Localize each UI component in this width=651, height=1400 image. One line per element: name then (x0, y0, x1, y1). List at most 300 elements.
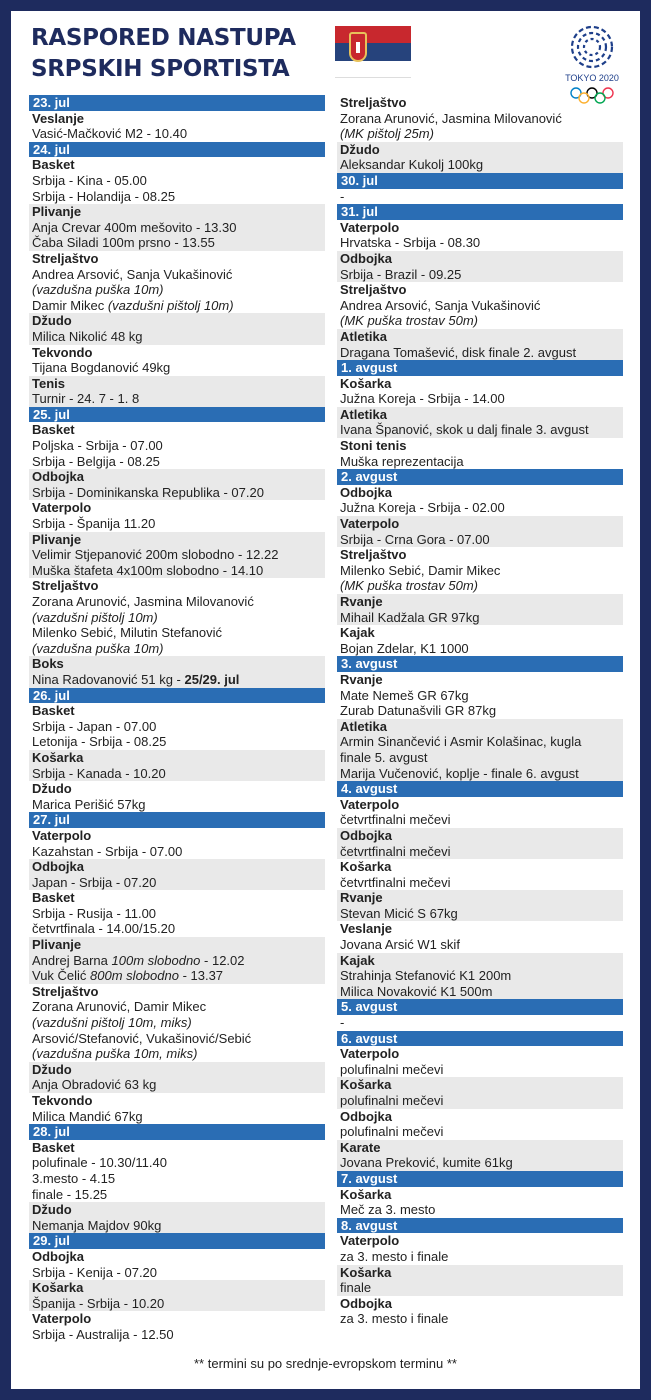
event-text: Srbija - Belgija - 08.25 (32, 453, 160, 469)
event-text: Zurab Datunašvili GR 87kg (340, 703, 497, 719)
event-text: Jovana Arsić W1 skif (340, 937, 460, 953)
event-text: polufinalni mečevi (340, 1124, 444, 1140)
event-line (32, 454, 325, 470)
event-line (32, 360, 325, 376)
event-text: - (340, 188, 345, 204)
event-text: Zorana Arunović, Jasmina Milovanović (340, 110, 562, 126)
event-text: četvrtfinala - 14.00/15.20 (32, 921, 176, 937)
event-line (32, 844, 325, 860)
event-line (340, 235, 623, 251)
event-text: Jovana Preković, kumite 61kg (340, 1155, 513, 1171)
event-text: polufinale - 10.30/11.40 (32, 1155, 167, 1171)
event-group (337, 1233, 623, 1264)
event-text: (vazdušni pištolj 10m) (107, 297, 234, 313)
event-line (340, 267, 623, 283)
event-line (32, 298, 325, 314)
event-line (32, 968, 325, 984)
event-line (340, 937, 623, 953)
sport-name: Streljaštvo (340, 282, 407, 298)
event-group (29, 1093, 325, 1124)
event-text: finale (340, 1280, 372, 1296)
event-text: (MK pištolj 25m) (340, 126, 434, 142)
sport-name: Košarka (340, 375, 392, 391)
event-text: Hrvatska - Srbija - 08.30 (340, 235, 481, 251)
event-group (337, 516, 623, 547)
event-line (340, 500, 623, 516)
sport-name: Košarka (340, 859, 392, 875)
event-group (29, 204, 325, 251)
event-group (337, 251, 623, 282)
event-line (32, 391, 325, 407)
event-text: Andrea Arsović, Sanja Vukašinović (340, 297, 541, 313)
event-text: Aleksandar Kukolj 100kg (340, 157, 484, 173)
event-text: (vazdušna puška 10m, miks) (32, 1046, 198, 1062)
event-text: Milica Nikolić 48 kg (32, 328, 143, 344)
event-group (337, 1296, 623, 1327)
sport-name: Boks (32, 656, 64, 672)
sport-name: Odbojka (32, 1248, 85, 1264)
event-text: Srbija - Brazil - 09.25 (340, 266, 462, 282)
event-group (29, 376, 325, 407)
event-text: Ivana Španović, skok u dalj finale 3. avgust (340, 422, 589, 438)
sport-name: Streljaštvo (32, 250, 99, 266)
event-text: za 3. mesto i finale (340, 1311, 449, 1327)
event-line (32, 1046, 325, 1062)
event-line (340, 703, 623, 719)
event-text: - 12.02 (200, 952, 245, 968)
event-group (337, 1265, 623, 1296)
event-group (29, 750, 325, 781)
event-text: 3.mesto - 4.15 (32, 1170, 116, 1186)
event-line (340, 454, 623, 470)
event-line (32, 1296, 325, 1312)
sport-name: Džudo (32, 313, 72, 329)
event-line (32, 625, 325, 641)
date-header: 2. avgust (337, 469, 623, 485)
event-group (337, 189, 623, 205)
event-line (32, 875, 325, 891)
event-text: Andrea Arsović, Sanja Vukašinović (32, 266, 233, 282)
event-text: (vazdušna puška 10m) (32, 282, 164, 298)
event-text: Nemanja Majdov 90kg (32, 1217, 162, 1233)
sport-name: Džudo (340, 141, 380, 157)
sport-name: Tekvondo (32, 344, 93, 360)
schedule-column-left (29, 95, 325, 1343)
sport-name: Košarka (32, 749, 84, 765)
event-text: (vazdušni pištolj 10m, miks) (32, 1015, 192, 1031)
event-text: Milenko Sebić, Milutin Stefanović (32, 625, 223, 641)
event-group (29, 469, 325, 500)
sport-name: Tekvondo (32, 1093, 93, 1108)
event-line (32, 1265, 325, 1281)
event-line (32, 719, 325, 735)
event-text: četvrtfinalni mečevi (340, 874, 451, 890)
event-text: Andrej Barna (32, 952, 112, 968)
event-group (29, 890, 325, 937)
sport-name: Kajak (340, 952, 375, 968)
event-text: polufinalni mečevi (340, 1093, 444, 1108)
event-text: Marica Perišić 57kg (32, 796, 146, 812)
event-line (340, 734, 623, 750)
date-header: 24. jul (29, 142, 325, 158)
date-header: 30. jul (337, 173, 623, 189)
event-text: Turnir - 24. 7 - 1. 8 (32, 391, 140, 407)
event-text: Srbija - Australija - 12.50 (32, 1326, 174, 1342)
event-line (340, 126, 623, 142)
event-text: Srbija - Kina - 05.00 (32, 172, 147, 188)
sport-name: Vaterpolo (32, 1311, 92, 1327)
event-line (340, 1249, 623, 1265)
event-text: Tijana Bogdanović 49kg (32, 360, 171, 376)
event-line (340, 641, 623, 657)
event-group (337, 1140, 623, 1171)
event-text: Armin Sinančević i Asmir Kolašinac, kugla (340, 734, 582, 750)
event-text: Srbija - Španija 11.20 (32, 516, 156, 532)
event-line (340, 688, 623, 704)
sport-name: Košarka (32, 1280, 84, 1296)
event-line (32, 734, 325, 750)
date-header: 29. jul (29, 1233, 325, 1249)
sport-name: Stoni tenis (340, 438, 407, 454)
sport-name: Plivanje (32, 204, 82, 220)
event-group (29, 500, 325, 531)
event-line (32, 485, 325, 501)
event-group (29, 1249, 325, 1280)
event-group (337, 953, 623, 1000)
event-text: Južna Koreja - Srbija - 14.00 (340, 391, 505, 407)
event-group (29, 781, 325, 812)
event-text: Velimir Stjepanović 200m slobodno - 12.22 (32, 547, 279, 563)
event-text: Vuk Čelić (32, 968, 91, 984)
sport-name: Džudo (32, 1061, 72, 1077)
tokyo-2020-logo (559, 23, 625, 105)
date-header: 1. avgust (337, 360, 623, 376)
sport-name: Odbojka (340, 1295, 393, 1311)
date-header: 23. jul (29, 95, 325, 111)
date-header: 8. avgust (337, 1218, 623, 1234)
event-line (32, 953, 325, 969)
event-text: Srbija - Japan - 07.00 (32, 718, 157, 734)
event-line (32, 1218, 325, 1234)
date-header: 5. avgust (337, 999, 623, 1015)
event-group (337, 95, 623, 142)
event-text: finale 5. avgust (340, 749, 428, 765)
sport-name: Odbojka (340, 1108, 393, 1124)
event-line (340, 1015, 623, 1031)
event-line (340, 906, 623, 922)
event-group (337, 625, 623, 656)
event-group (337, 282, 623, 329)
sport-name: Streljaštvo (32, 578, 99, 594)
sport-name: Odbojka (32, 859, 85, 875)
date-header: 6. avgust (337, 1031, 623, 1047)
event-line (32, 1077, 325, 1093)
event-group (29, 984, 325, 1062)
event-text: Strahinja Stefanović K1 200m (340, 968, 512, 984)
event-text: Poljska - Srbija - 07.00 (32, 438, 163, 454)
event-group (29, 1280, 325, 1311)
sport-name: Rvanje (340, 671, 383, 687)
event-group (337, 1109, 623, 1140)
sport-name: Rvanje (340, 890, 383, 906)
event-line (340, 313, 623, 329)
event-line (340, 111, 623, 127)
event-line (32, 797, 325, 813)
sport-name: Kajak (340, 625, 375, 641)
event-group (337, 1187, 623, 1218)
sport-name: Tenis (32, 375, 65, 391)
event-text: - (340, 1015, 345, 1031)
event-line (340, 1124, 623, 1140)
event-group (337, 1015, 623, 1031)
event-text: Japan - Srbija - 07.20 (32, 874, 157, 890)
event-line (340, 1280, 623, 1296)
event-text: Letonija - Srbija - 08.25 (32, 734, 167, 750)
event-text: 100m slobodno (111, 952, 201, 968)
event-text: Zorana Arunović, Jasmina Milovanović (32, 594, 254, 609)
date-header: 25. jul (29, 407, 325, 423)
event-line (32, 1015, 325, 1031)
event-group (337, 220, 623, 251)
sport-name: Košarka (340, 1077, 392, 1093)
sport-name: Košarka (340, 1186, 392, 1202)
event-text: Muška štafeta 4x100m slobodno - 14.10 (32, 562, 264, 578)
sport-name: Rvanje (340, 594, 383, 609)
sport-name: Streljaštvo (340, 95, 407, 110)
event-text: četvrtfinalni mečevi (340, 843, 451, 859)
event-text: Dragana Tomašević, disk finale 2. avgust (340, 344, 577, 360)
event-group (337, 797, 623, 828)
sport-name: Veslanje (32, 110, 85, 126)
sport-name: Odbojka (340, 250, 393, 266)
event-line (340, 1311, 623, 1327)
event-line (32, 220, 325, 236)
footnote: ** termini su po srednje-evropskom terminu ** (194, 1356, 457, 1371)
date-header: 3. avgust (337, 656, 623, 672)
event-line (32, 438, 325, 454)
sport-name: Vaterpolo (340, 1046, 400, 1062)
event-line (32, 1327, 325, 1343)
event-line (32, 1031, 325, 1047)
event-group (337, 594, 623, 625)
serbian-flag-icon (335, 26, 411, 78)
event-group (29, 157, 325, 204)
event-line (32, 906, 325, 922)
event-line (340, 345, 623, 361)
date-header: 31. jul (337, 204, 623, 220)
sport-name: Vaterpolo (32, 827, 92, 843)
event-line (340, 1202, 623, 1218)
event-text: finale - 15.25 (32, 1186, 108, 1202)
title-line-1: RASPORED NASTUPA (31, 25, 296, 51)
title-line-2: SRPSKIH SPORTISTA (31, 56, 290, 82)
event-group (29, 111, 325, 142)
event-line (340, 750, 623, 766)
event-line (32, 1155, 325, 1171)
event-text: Srbija - Holandija - 08.25 (32, 188, 176, 204)
date-header: 28. jul (29, 1124, 325, 1140)
sport-name: Veslanje (340, 921, 393, 937)
event-text: Arsović/Stefanović, Vukašinović/Sebić (32, 1030, 252, 1046)
event-line (340, 298, 623, 314)
event-group (337, 1077, 623, 1108)
event-line (340, 578, 623, 594)
sport-name: Karate (340, 1139, 381, 1155)
event-group (29, 1062, 325, 1093)
event-group (337, 890, 623, 921)
event-group (29, 1140, 325, 1202)
sport-name: Atletika (340, 718, 387, 734)
event-group (29, 313, 325, 344)
event-text: Bojan Zdelar, K1 1000 (340, 640, 469, 656)
event-group (29, 1311, 325, 1342)
event-group (337, 828, 623, 859)
event-text: Milica Novaković K1 500m (340, 983, 493, 999)
event-line (32, 672, 325, 688)
sport-name: Atletika (340, 406, 387, 422)
event-line (32, 516, 325, 532)
event-line (340, 1155, 623, 1171)
event-text: Anja Obradović 63 kg (32, 1077, 157, 1093)
event-line (32, 329, 325, 345)
event-text: 25/29. jul (184, 671, 240, 687)
sport-name: Basket (32, 703, 75, 719)
event-line (340, 875, 623, 891)
event-line (340, 391, 623, 407)
event-line (32, 1109, 325, 1125)
sport-name: Džudo (32, 781, 72, 797)
event-text: (vazdušna puška 10m) (32, 640, 164, 656)
event-group (29, 656, 325, 687)
sport-name: Odbojka (32, 469, 85, 485)
event-line (340, 563, 623, 579)
sport-name: Streljaštvo (340, 547, 407, 563)
sport-name: Plivanje (32, 531, 82, 547)
sport-name: Džudo (32, 1202, 72, 1218)
event-group (29, 937, 325, 984)
date-header: 4. avgust (337, 781, 623, 797)
sport-name: Plivanje (32, 937, 82, 953)
sport-name: Basket (32, 422, 75, 438)
event-text: Srbija - Crna Gora - 07.00 (340, 531, 490, 547)
event-text: Meč za 3. mesto (340, 1202, 436, 1218)
date-header: 26. jul (29, 688, 325, 704)
event-line (340, 157, 623, 173)
sport-name: Odbojka (340, 484, 393, 500)
sport-name: Vaterpolo (340, 796, 400, 812)
event-text: za 3. mesto i finale (340, 1248, 449, 1264)
event-line (340, 968, 623, 984)
page-title (31, 23, 296, 85)
event-text: Srbija - Kenija - 07.20 (32, 1264, 158, 1280)
sport-name: Atletika (340, 328, 387, 344)
event-text: Srbija - Kanada - 10.20 (32, 765, 166, 781)
event-line (32, 173, 325, 189)
event-text: Milica Mandić 67kg (32, 1108, 143, 1124)
event-text: Južna Koreja - Srbija - 02.00 (340, 500, 505, 516)
event-line (32, 594, 325, 610)
event-text: Srbija - Rusija - 11.00 (32, 905, 157, 921)
date-header: 27. jul (29, 812, 325, 828)
event-line (32, 1187, 325, 1203)
event-text: Srbija - Dominikanska Republika - 07.20 (32, 484, 264, 500)
event-group (29, 251, 325, 313)
event-line (32, 641, 325, 657)
event-group (337, 438, 623, 469)
event-line (340, 984, 623, 1000)
event-group (337, 407, 623, 438)
event-group (337, 859, 623, 890)
event-text: Nina Radovanović 51 kg - (32, 671, 185, 687)
event-text: 800m slobodno (90, 968, 179, 984)
event-group (337, 1046, 623, 1077)
event-group (29, 422, 325, 469)
event-line (32, 921, 325, 937)
event-text: Zorana Arunović, Damir Mikec (32, 999, 207, 1015)
event-line (32, 766, 325, 782)
event-text: Španija - Srbija - 10.20 (32, 1295, 165, 1311)
event-text: četvrtfinalni mečevi (340, 812, 451, 828)
sport-name: Odbojka (340, 827, 393, 843)
event-line (32, 1171, 325, 1187)
event-text: (vazdušni pištolj 10m) (32, 609, 158, 625)
event-text: Milenko Sebić, Damir Mikec (340, 562, 501, 578)
event-group (29, 828, 325, 859)
sport-name: Basket (32, 890, 75, 906)
event-text: Čaba Siladi 100m prsno - 13.55 (32, 235, 215, 251)
event-line (32, 282, 325, 298)
event-line (32, 999, 325, 1015)
event-line (340, 1062, 623, 1078)
event-text: - 13.37 (178, 968, 224, 984)
event-line (340, 532, 623, 548)
sport-name: Vaterpolo (340, 1233, 400, 1249)
event-line (32, 126, 325, 142)
event-text: Stevan Micić S 67kg (340, 905, 458, 921)
event-text: (MK puška trostav 50m) (340, 578, 478, 594)
event-group (337, 376, 623, 407)
event-line (340, 812, 623, 828)
event-text: Damir Mikec (32, 297, 108, 313)
event-group (337, 329, 623, 360)
event-group (29, 578, 325, 656)
event-group (337, 921, 623, 952)
event-text: polufinalni mečevi (340, 1061, 444, 1077)
event-text: Kazahstan - Srbija - 07.00 (32, 843, 183, 859)
event-line (340, 422, 623, 438)
sport-name: Košarka (340, 1264, 392, 1280)
event-line (32, 267, 325, 283)
sport-name: Basket (32, 1139, 75, 1155)
logo-text: TOKYO 2020 (565, 73, 619, 83)
event-text: (MK puška trostav 50m) (340, 313, 478, 329)
event-line (340, 1093, 623, 1109)
event-text: Marija Vučenović, koplje - finale 6. avgust (340, 765, 579, 781)
sport-name: Vaterpolo (32, 500, 92, 516)
event-line (32, 547, 325, 563)
sport-name: Streljaštvo (32, 983, 99, 999)
event-group (29, 345, 325, 376)
event-group (337, 547, 623, 594)
sport-name: Vaterpolo (340, 219, 400, 235)
event-text: Vasić-Mačković M2 - 10.40 (32, 126, 188, 142)
event-line (32, 563, 325, 579)
event-line (340, 610, 623, 626)
event-line (340, 189, 623, 205)
event-text: Anja Crevar 400m mešovito - 13.30 (32, 219, 237, 235)
event-line (32, 235, 325, 251)
schedule-column-right (337, 95, 623, 1327)
